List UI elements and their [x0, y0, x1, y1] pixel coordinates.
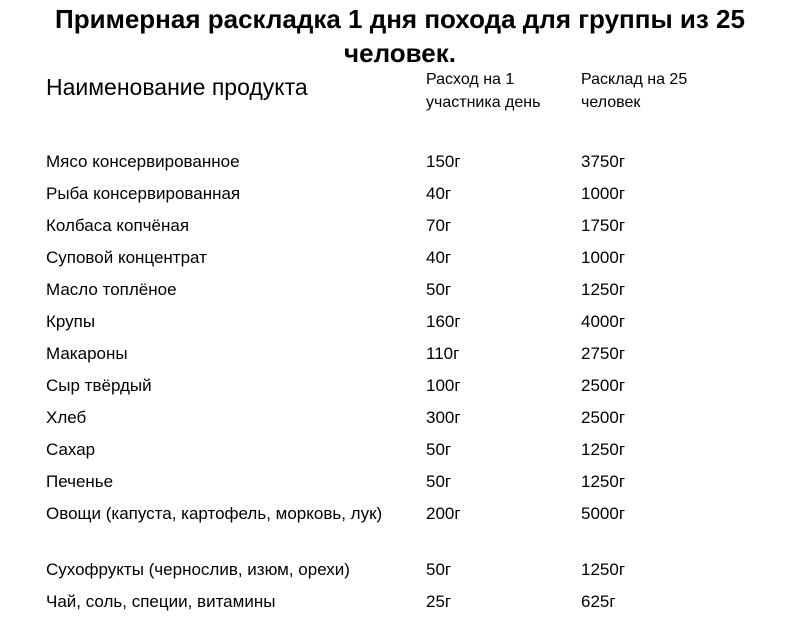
- ration-table: [38, 66, 688, 618]
- per-person-cell: 160г: [426, 312, 461, 331]
- per-person-cell: 100г: [426, 376, 461, 395]
- group-total-cell: 1250г: [581, 472, 626, 491]
- group-total-cell: 2500г: [581, 408, 626, 427]
- group-total-cell: 1250г: [581, 280, 626, 299]
- table-row: [38, 242, 688, 274]
- group-total-cell: 1750г: [581, 216, 626, 235]
- group-total-cell: 625г: [581, 592, 616, 611]
- product-name-cell: Сыр твёрдый: [46, 376, 152, 395]
- page-title: Примерная раскладка 1 дня похода для группы из 25 человек.: [55, 4, 745, 68]
- group-total-cell: 1250г: [581, 440, 626, 459]
- group-total-cell: 5000г: [581, 504, 626, 523]
- group-total-cell: 2750г: [581, 344, 626, 363]
- per-person-cell: 25г: [426, 592, 452, 611]
- table-row: [38, 554, 688, 586]
- table-row: [38, 306, 688, 338]
- product-name-cell: Печенье: [46, 472, 114, 491]
- product-name-cell: Сахар: [46, 440, 96, 459]
- table-row: [38, 498, 688, 554]
- table-row: [38, 434, 688, 466]
- product-name-cell: Крупы: [46, 312, 96, 331]
- product-name-cell: Колбаса копчёная: [46, 216, 190, 235]
- per-person-cell: 150г: [426, 152, 461, 171]
- group-total-cell: 1000г: [581, 248, 626, 267]
- product-name-cell: Овощи (капуста, картофель, морковь, лук): [46, 504, 383, 523]
- per-person-cell: 110г: [426, 344, 460, 363]
- product-name-cell: Сухофрукты (чернослив, изюм, орехи): [46, 560, 350, 579]
- per-person-cell: 50г: [426, 440, 452, 459]
- product-name-cell: Суповой концентрат: [46, 248, 207, 267]
- table-row: [38, 586, 688, 618]
- group-total-cell: 2500г: [581, 376, 626, 395]
- group-total-cell: 4000г: [581, 312, 626, 331]
- table-header-row: [38, 66, 688, 146]
- table-row: [38, 210, 688, 242]
- per-person-cell: 50г: [426, 472, 452, 491]
- header-per-person: Расход на 1 участника день: [426, 71, 541, 111]
- product-name-cell: Рыба консервированная: [46, 184, 241, 203]
- per-person-cell: 50г: [426, 560, 452, 579]
- table-row: [38, 402, 688, 434]
- per-person-cell: 40г: [426, 248, 452, 267]
- product-name-cell: Макароны: [46, 344, 128, 363]
- table-row: [38, 466, 688, 498]
- per-person-cell: 200г: [426, 504, 461, 523]
- group-total-cell: 3750г: [581, 152, 626, 171]
- table-row: [38, 338, 688, 370]
- table-row: [38, 274, 688, 306]
- product-name-cell: Масло топлёное: [46, 280, 177, 299]
- product-name-cell: Мясо консервированное: [46, 152, 240, 171]
- per-person-cell: 40г: [426, 184, 452, 203]
- table-row: [38, 178, 688, 210]
- group-total-cell: 1250г: [581, 560, 626, 579]
- per-person-cell: 50г: [426, 280, 452, 299]
- header-group-total: Расклад на 25 человек: [581, 71, 688, 111]
- header-product-name: Наименование продукта: [46, 74, 308, 100]
- per-person-cell: 70г: [426, 216, 452, 235]
- product-name-cell: Чай, соль, специи, витамины: [46, 592, 276, 611]
- table-row: [38, 146, 688, 178]
- product-name-cell: Хлеб: [46, 408, 87, 427]
- per-person-cell: 300г: [426, 408, 461, 427]
- table-row: [38, 370, 688, 402]
- group-total-cell: 1000г: [581, 184, 626, 203]
